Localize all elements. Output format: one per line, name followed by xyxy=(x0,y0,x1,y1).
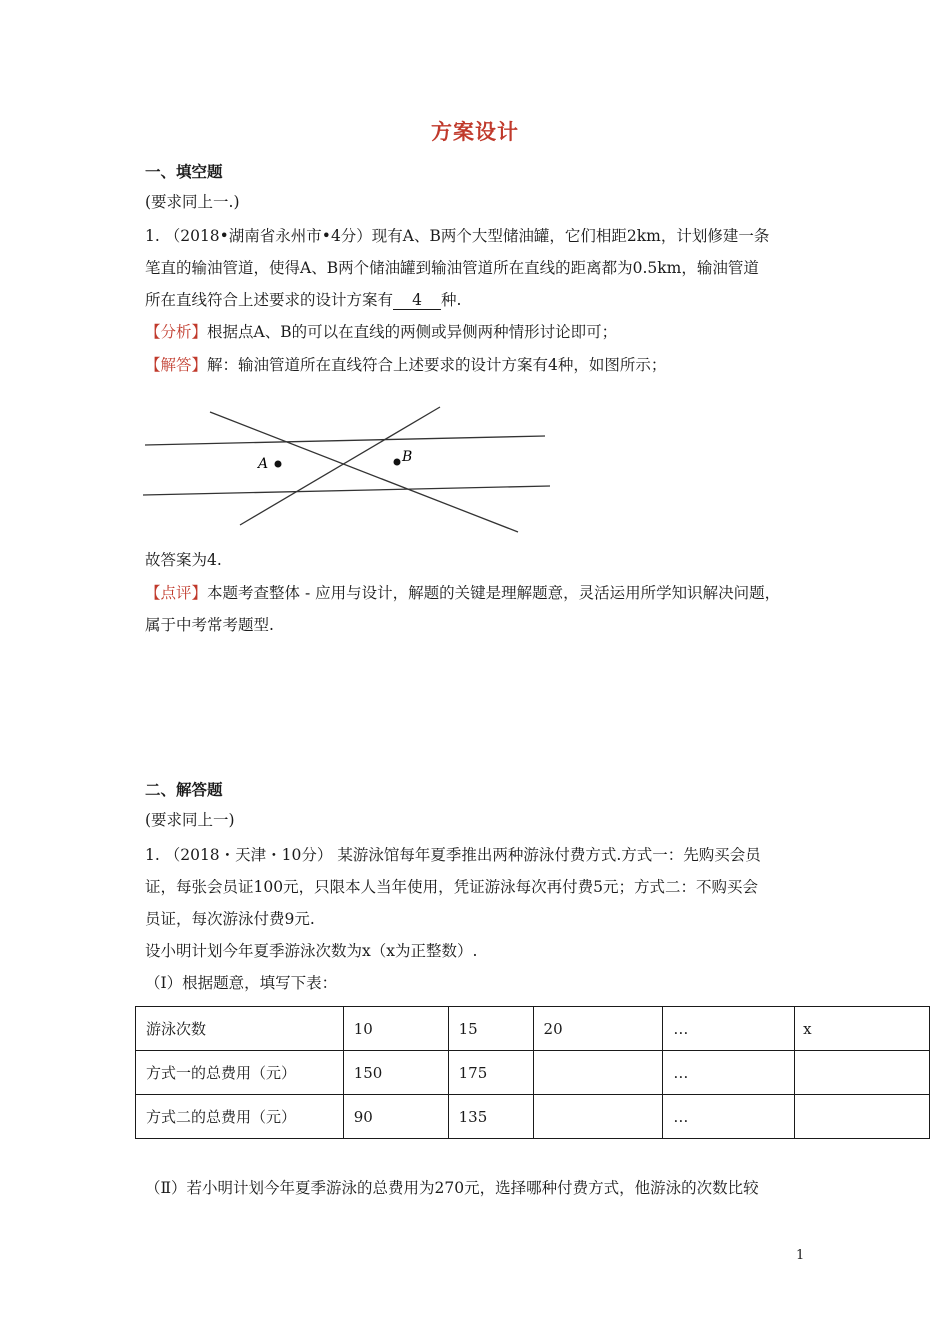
table-cell: x xyxy=(795,1007,930,1051)
question-2-line-1: 1. （2018・天津・10分） 某游泳馆每年夏季推出两种游泳付费方式.方式一：先购买会员 xyxy=(145,846,761,864)
table-cell: 90 xyxy=(343,1095,448,1139)
table-cell xyxy=(795,1095,930,1139)
table-row xyxy=(136,1007,930,1051)
section-answer-heading: 二、解答题 xyxy=(145,781,223,799)
crossing-line-descending xyxy=(210,412,518,532)
table-cell xyxy=(533,1095,663,1139)
point-a-label: A xyxy=(258,456,269,472)
table-cell: … xyxy=(663,1007,795,1051)
question-2-line-2: 证，每张会员证100元，只限本人当年使用，凭证游泳每次再付费5元；方式二：不购买会 xyxy=(145,878,758,896)
pipeline-figure xyxy=(140,405,560,540)
answer-blank: 4 xyxy=(393,292,441,310)
section-answer-requirement: (要求同上一) xyxy=(145,811,235,829)
parallel-line-bottom xyxy=(143,486,550,495)
analysis-text: 根据点A、B的可以在直线的两侧或异侧两种情形讨论即可； xyxy=(207,323,618,341)
table-cell: 20 xyxy=(533,1007,663,1051)
section-fill-blank-requirement: (要求同上一.) xyxy=(145,193,240,211)
comment-text-line-1: 本题考查整体 - 应用与设计，解题的关键是理解题意，灵活运用所学知识解决问题， xyxy=(207,584,781,602)
question-2-part-2: （Ⅱ）若小明计划今年夏季游泳的总费用为270元，选择哪种付费方式，他游泳的次数比较 xyxy=(145,1179,759,1197)
table-cell: … xyxy=(663,1095,795,1139)
conclusion-text: 故答案为4. xyxy=(145,551,222,569)
table-cell: 15 xyxy=(448,1007,533,1051)
solution-tag: 【解答】 xyxy=(145,356,208,374)
table-cell: 175 xyxy=(448,1051,533,1095)
table-cell: 方式二的总费用（元） xyxy=(136,1095,344,1139)
question-2-line-4: 设小明计划今年夏季游泳次数为x（x为正整数）. xyxy=(145,942,478,960)
question-1-line-1: 1. （2018•湖南省永州市•4分）现有A、B两个大型储油罐，它们相距2km，计划修建一条 xyxy=(145,227,770,245)
table-row xyxy=(136,1095,930,1139)
crossing-line-ascending xyxy=(240,407,440,525)
analysis-paragraph xyxy=(145,322,617,342)
point-b xyxy=(394,459,401,466)
question-1-line-3 xyxy=(145,290,461,310)
question-2-line-3: 员证，每次游泳付费9元. xyxy=(145,910,315,928)
page-title: 方案设计 xyxy=(431,120,519,144)
parallel-line-top xyxy=(145,436,545,445)
table-row xyxy=(136,1051,930,1095)
table-cell: … xyxy=(663,1051,795,1095)
page-number: 1 xyxy=(796,1248,805,1263)
table-cell xyxy=(795,1051,930,1095)
question-2-part-1: （Ⅰ）根据题意，填写下表： xyxy=(145,974,338,992)
table-cell: 135 xyxy=(448,1095,533,1139)
question-1-line-2: 笔直的输油管道，使得A、B两个储油罐到输油管道所在直线的距离都为0.5km，输油管道 xyxy=(145,259,759,277)
solution-paragraph xyxy=(145,355,666,375)
section-fill-blank-heading: 一、填空题 xyxy=(145,163,223,181)
table-cell: 150 xyxy=(343,1051,448,1095)
comment-tag: 【点评】 xyxy=(145,584,208,602)
comment-text-line-2: 属于中考常考题型. xyxy=(145,616,274,634)
comment-paragraph xyxy=(145,583,780,603)
analysis-tag: 【分析】 xyxy=(145,323,208,341)
table-cell: 游泳次数 xyxy=(136,1007,344,1051)
table-cell xyxy=(533,1051,663,1095)
point-b-label: B xyxy=(402,449,413,465)
question-1-line-3-prefix: 所在直线符合上述要求的设计方案有 xyxy=(145,291,394,309)
fee-table xyxy=(135,1006,930,1139)
table-cell: 方式一的总费用（元） xyxy=(136,1051,344,1095)
question-1-line-3-suffix: 种. xyxy=(441,291,462,309)
point-a xyxy=(275,461,282,468)
solution-text: 解：输油管道所在直线符合上述要求的设计方案有4种，如图所示； xyxy=(207,356,667,374)
table-cell: 10 xyxy=(343,1007,448,1051)
